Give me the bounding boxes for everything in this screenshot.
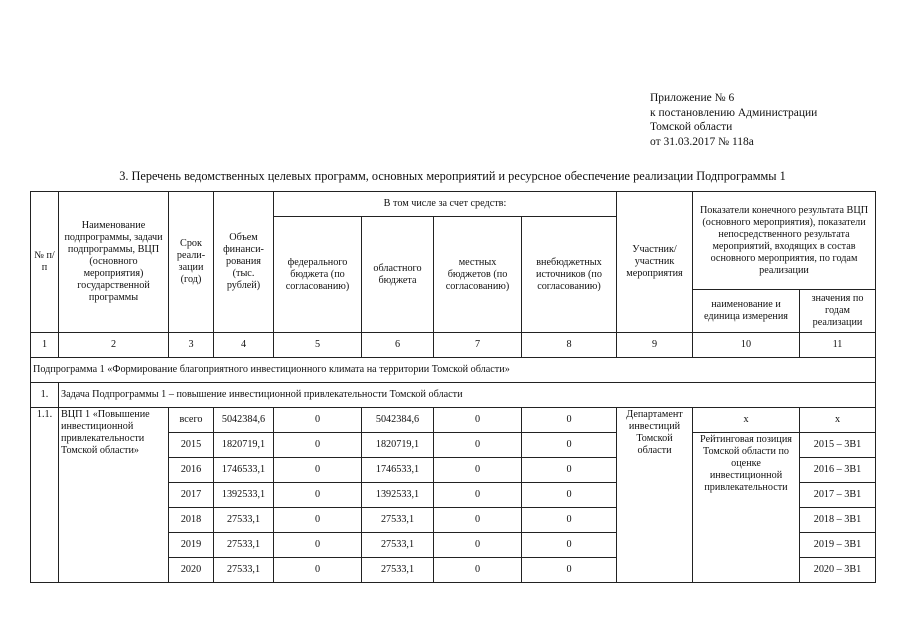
header-name: Наименование подпрограммы, задачи подпрограммы, ВЦП (основного мероприятия) государственной программы xyxy=(59,192,169,333)
cell-offbudget: 0 xyxy=(522,458,617,483)
column-number-row xyxy=(31,333,876,358)
cell-regional: 5042384,6 xyxy=(362,408,434,433)
column-number: 4 xyxy=(214,333,274,358)
table-row xyxy=(31,408,876,433)
column-number: 2 xyxy=(59,333,169,358)
cell-federal: 0 xyxy=(274,458,362,483)
cell-local: 0 xyxy=(434,458,522,483)
header-indicator-values: значения по годам реализации xyxy=(800,290,876,333)
cell-volume: 27533,1 xyxy=(214,533,274,558)
cell-federal: 0 xyxy=(274,433,362,458)
cell-indicator-value: 2016 – 3В1 xyxy=(800,458,876,483)
task-text: Задача Подпрограммы 1 – повышение инвестиционной привлекательности Томской области xyxy=(59,383,876,408)
cell-indicator-value: 2020 – 3В1 xyxy=(800,558,876,583)
cell-volume: 5042384,6 xyxy=(214,408,274,433)
cell-offbudget: 0 xyxy=(522,508,617,533)
cell-indicator-value: 2017 – 3В1 xyxy=(800,483,876,508)
header-sources: В том числе за счет средств: xyxy=(274,192,617,217)
cell-indicator-value: 2015 – 3В1 xyxy=(800,433,876,458)
cell-indicator-value: х xyxy=(800,408,876,433)
cell-regional: 27533,1 xyxy=(362,533,434,558)
header-indicators: Показатели конечного результата ВЦП (основного мероприятия), показатели непосредственного результата мероприятий, входящих в состав основного мероприятия, по годам реализации xyxy=(693,192,876,290)
appendix-line: Приложение № 6 xyxy=(650,92,735,104)
appendix-line: к постановлению Администрации xyxy=(650,106,818,119)
cell-federal: 0 xyxy=(274,483,362,508)
cell-local: 0 xyxy=(434,408,522,433)
cell-offbudget: 0 xyxy=(522,558,617,583)
cell-year: всего xyxy=(169,408,214,433)
column-number: 7 xyxy=(434,333,522,358)
cell-volume: 1392533,1 xyxy=(214,483,274,508)
task-row xyxy=(31,383,876,408)
cell-offbudget: 0 xyxy=(522,433,617,458)
vcp-num: 1.1. xyxy=(31,408,59,583)
vcp-participant: Департамент инвестиций Томской области xyxy=(617,408,693,583)
cell-regional: 1392533,1 xyxy=(362,483,434,508)
cell-federal: 0 xyxy=(274,508,362,533)
header-federal: федерального бюджета (по согласованию) xyxy=(274,217,362,333)
cell-year: 2017 xyxy=(169,483,214,508)
subprogram-title: Подпрограмма 1 «Формирование благоприятного инвестиционного климата на территории Томской области» xyxy=(31,358,876,383)
program-table xyxy=(30,191,876,583)
header-indicator-name: наименование и единица измерения xyxy=(693,290,800,333)
cell-year: 2016 xyxy=(169,458,214,483)
header-regional: областного бюджета xyxy=(362,217,434,333)
cell-local: 0 xyxy=(434,433,522,458)
cell-federal: 0 xyxy=(274,533,362,558)
column-number: 5 xyxy=(274,333,362,358)
cell-regional: 1746533,1 xyxy=(362,458,434,483)
column-number: 1 xyxy=(31,333,59,358)
cell-volume: 27533,1 xyxy=(214,508,274,533)
header-num: № п/п xyxy=(31,192,59,333)
cell-volume: 1746533,1 xyxy=(214,458,274,483)
cell-regional: 27533,1 xyxy=(362,558,434,583)
indicator-name: Рейтинговая позиция Томской области по оценке инвестиционной привлекательности xyxy=(693,433,800,583)
cell-offbudget: 0 xyxy=(522,533,617,558)
appendix-line: Томской области xyxy=(650,121,733,133)
header-local: местных бюджетов (по согласованию) xyxy=(434,217,522,333)
cell-indicator-value: 2018 – 3В1 xyxy=(800,508,876,533)
cell-indicator-value: 2019 – 3В1 xyxy=(800,533,876,558)
cell-year: 2019 xyxy=(169,533,214,558)
column-number: 11 xyxy=(800,333,876,358)
appendix-line: от 31.03.2017 № 118а xyxy=(650,135,754,148)
cell-local: 0 xyxy=(434,483,522,508)
vcp-name: ВЦП 1 «Повышение инвестиционной привлекательности Томской области» xyxy=(59,408,169,583)
cell-year: 2020 xyxy=(169,558,214,583)
cell-year: 2018 xyxy=(169,508,214,533)
header-row xyxy=(31,192,876,217)
cell-federal: 0 xyxy=(274,408,362,433)
cell-offbudget: 0 xyxy=(522,483,617,508)
cell-regional: 1820719,1 xyxy=(362,433,434,458)
cell-indicator-name: х xyxy=(693,408,800,433)
column-number: 6 xyxy=(362,333,434,358)
cell-volume: 27533,1 xyxy=(214,558,274,583)
header-offbudget: внебюджетных источников (по согласованию) xyxy=(522,217,617,333)
cell-offbudget: 0 xyxy=(522,408,617,433)
header-term: Срок реали-зации (год) xyxy=(169,192,214,333)
header-participant: Участник/ участник мероприятия xyxy=(617,192,693,333)
cell-year: 2015 xyxy=(169,433,214,458)
column-number: 10 xyxy=(693,333,800,358)
cell-local: 0 xyxy=(434,558,522,583)
column-number: 8 xyxy=(522,333,617,358)
column-number: 3 xyxy=(169,333,214,358)
subprogram-row xyxy=(31,358,876,383)
cell-federal: 0 xyxy=(274,558,362,583)
column-number: 9 xyxy=(617,333,693,358)
cell-regional: 27533,1 xyxy=(362,508,434,533)
task-num: 1. xyxy=(31,383,59,408)
appendix-block xyxy=(650,91,817,149)
cell-local: 0 xyxy=(434,533,522,558)
header-volume: Объем финанси-рования (тыс. рублей) xyxy=(214,192,274,333)
cell-volume: 1820719,1 xyxy=(214,433,274,458)
cell-local: 0 xyxy=(434,508,522,533)
document-title: 3. Перечень ведомственных целевых программ, основных мероприятий и ресурсное обеспечение реализации Подпрограммы 1 xyxy=(119,169,786,183)
